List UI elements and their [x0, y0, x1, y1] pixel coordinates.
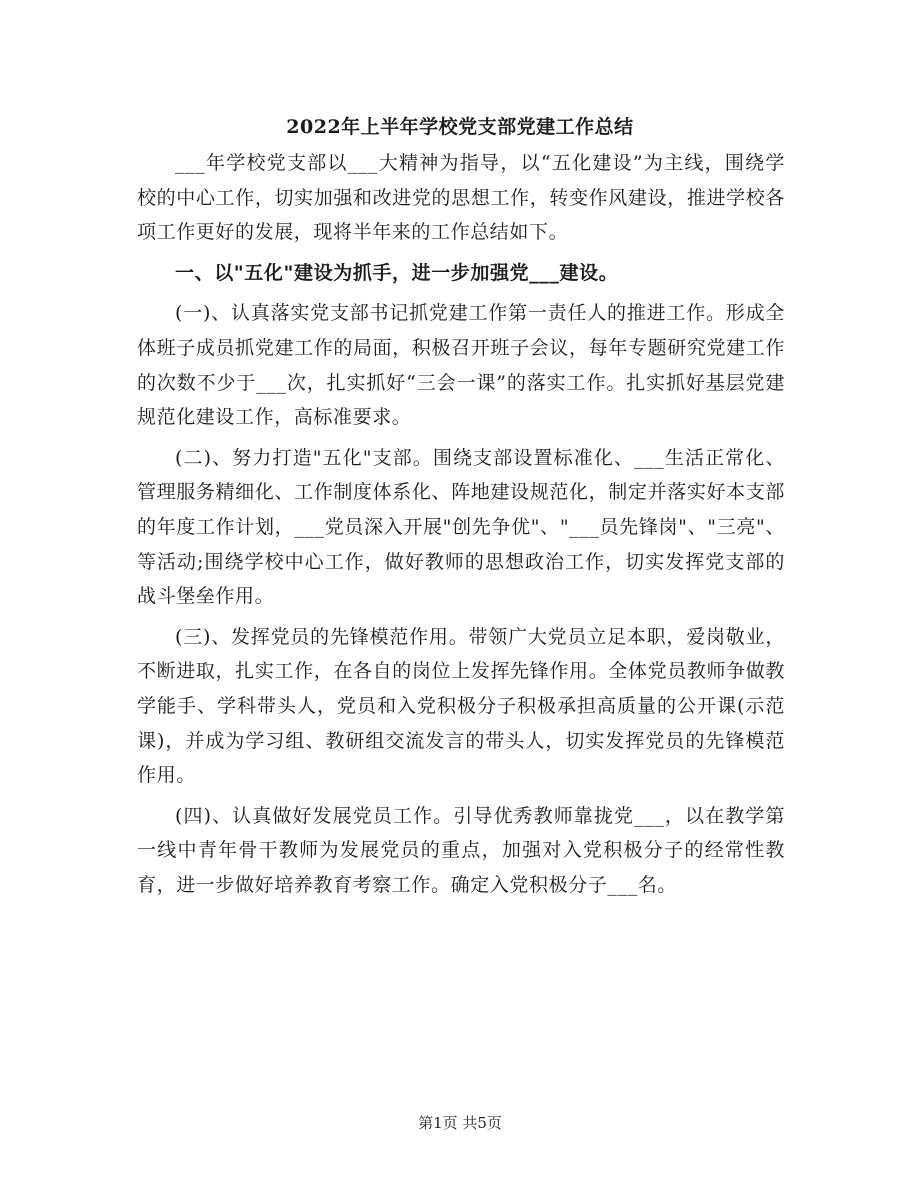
document-body [137, 146, 785, 908]
subsection-paragraph-4: (四)、认真做好发展党员工作。引导优秀教师靠拢党___，以在教学第一线中青年骨干教师为发展党员的重点，加强对入党积极分子的经常性教育，进一步做好培养教育考察工作。确定入党积极分子___名。 [137, 804, 785, 896]
page-footer: 第1页 共5页 [418, 1114, 502, 1132]
document-title: 2022年上半年学校党支部党建工作总结 [286, 116, 634, 138]
subsection-paragraph-2: (二)、努力打造"五化"支部。围绕支部设置标准化、___生活正常化、管理服务精细化、工作制度体系化、阵地建设规范化，制定并落实好本支部的年度工作计划，___党员深入开展"创先争优"、"___员先锋岗"、"三亮"、等活动;围绕学校中心工作，做好教师的思想政治工作，切实发挥党支部的战斗堡垒作用。 [137, 446, 785, 608]
subsection-paragraph-3: (三)、发挥党员的先锋模范作用。带领广大党员立足本职，爱岗敬业，不断进取，扎实工作，在各自的岗位上发挥先锋作用。全体党员教师争做教学能手、学科带头人，党员和入党积极分子积极承担高质量的公开课(示范课)，并成为学习组、教研组交流发言的带头人，切实发挥党员的先锋模范作用。 [137, 625, 785, 787]
section-heading-1: 一、以"五化"建设为抓手，进一步加强党___建设。 [175, 261, 619, 284]
intro-paragraph: ___年学校党支部以___大精神为指导，以“五化建设”为主线，围绕学校的中心工作，切实加强和改进党的思想工作，转变作风建设，推进学校各项工作更好的发展，现将半年来的工作总结如下。 [137, 152, 785, 244]
subsection-paragraph-1: (一)、认真落实党支部书记抓党建工作第一责任人的推进工作。形成全体班子成员抓党建工作的局面，积极召开班子会议，每年专题研究党建工作的次数不少于___次，扎实抓好“三会一课”的落实工作。扎实抓好基层党建规范化建设工作，高标准要求。 [137, 302, 785, 429]
